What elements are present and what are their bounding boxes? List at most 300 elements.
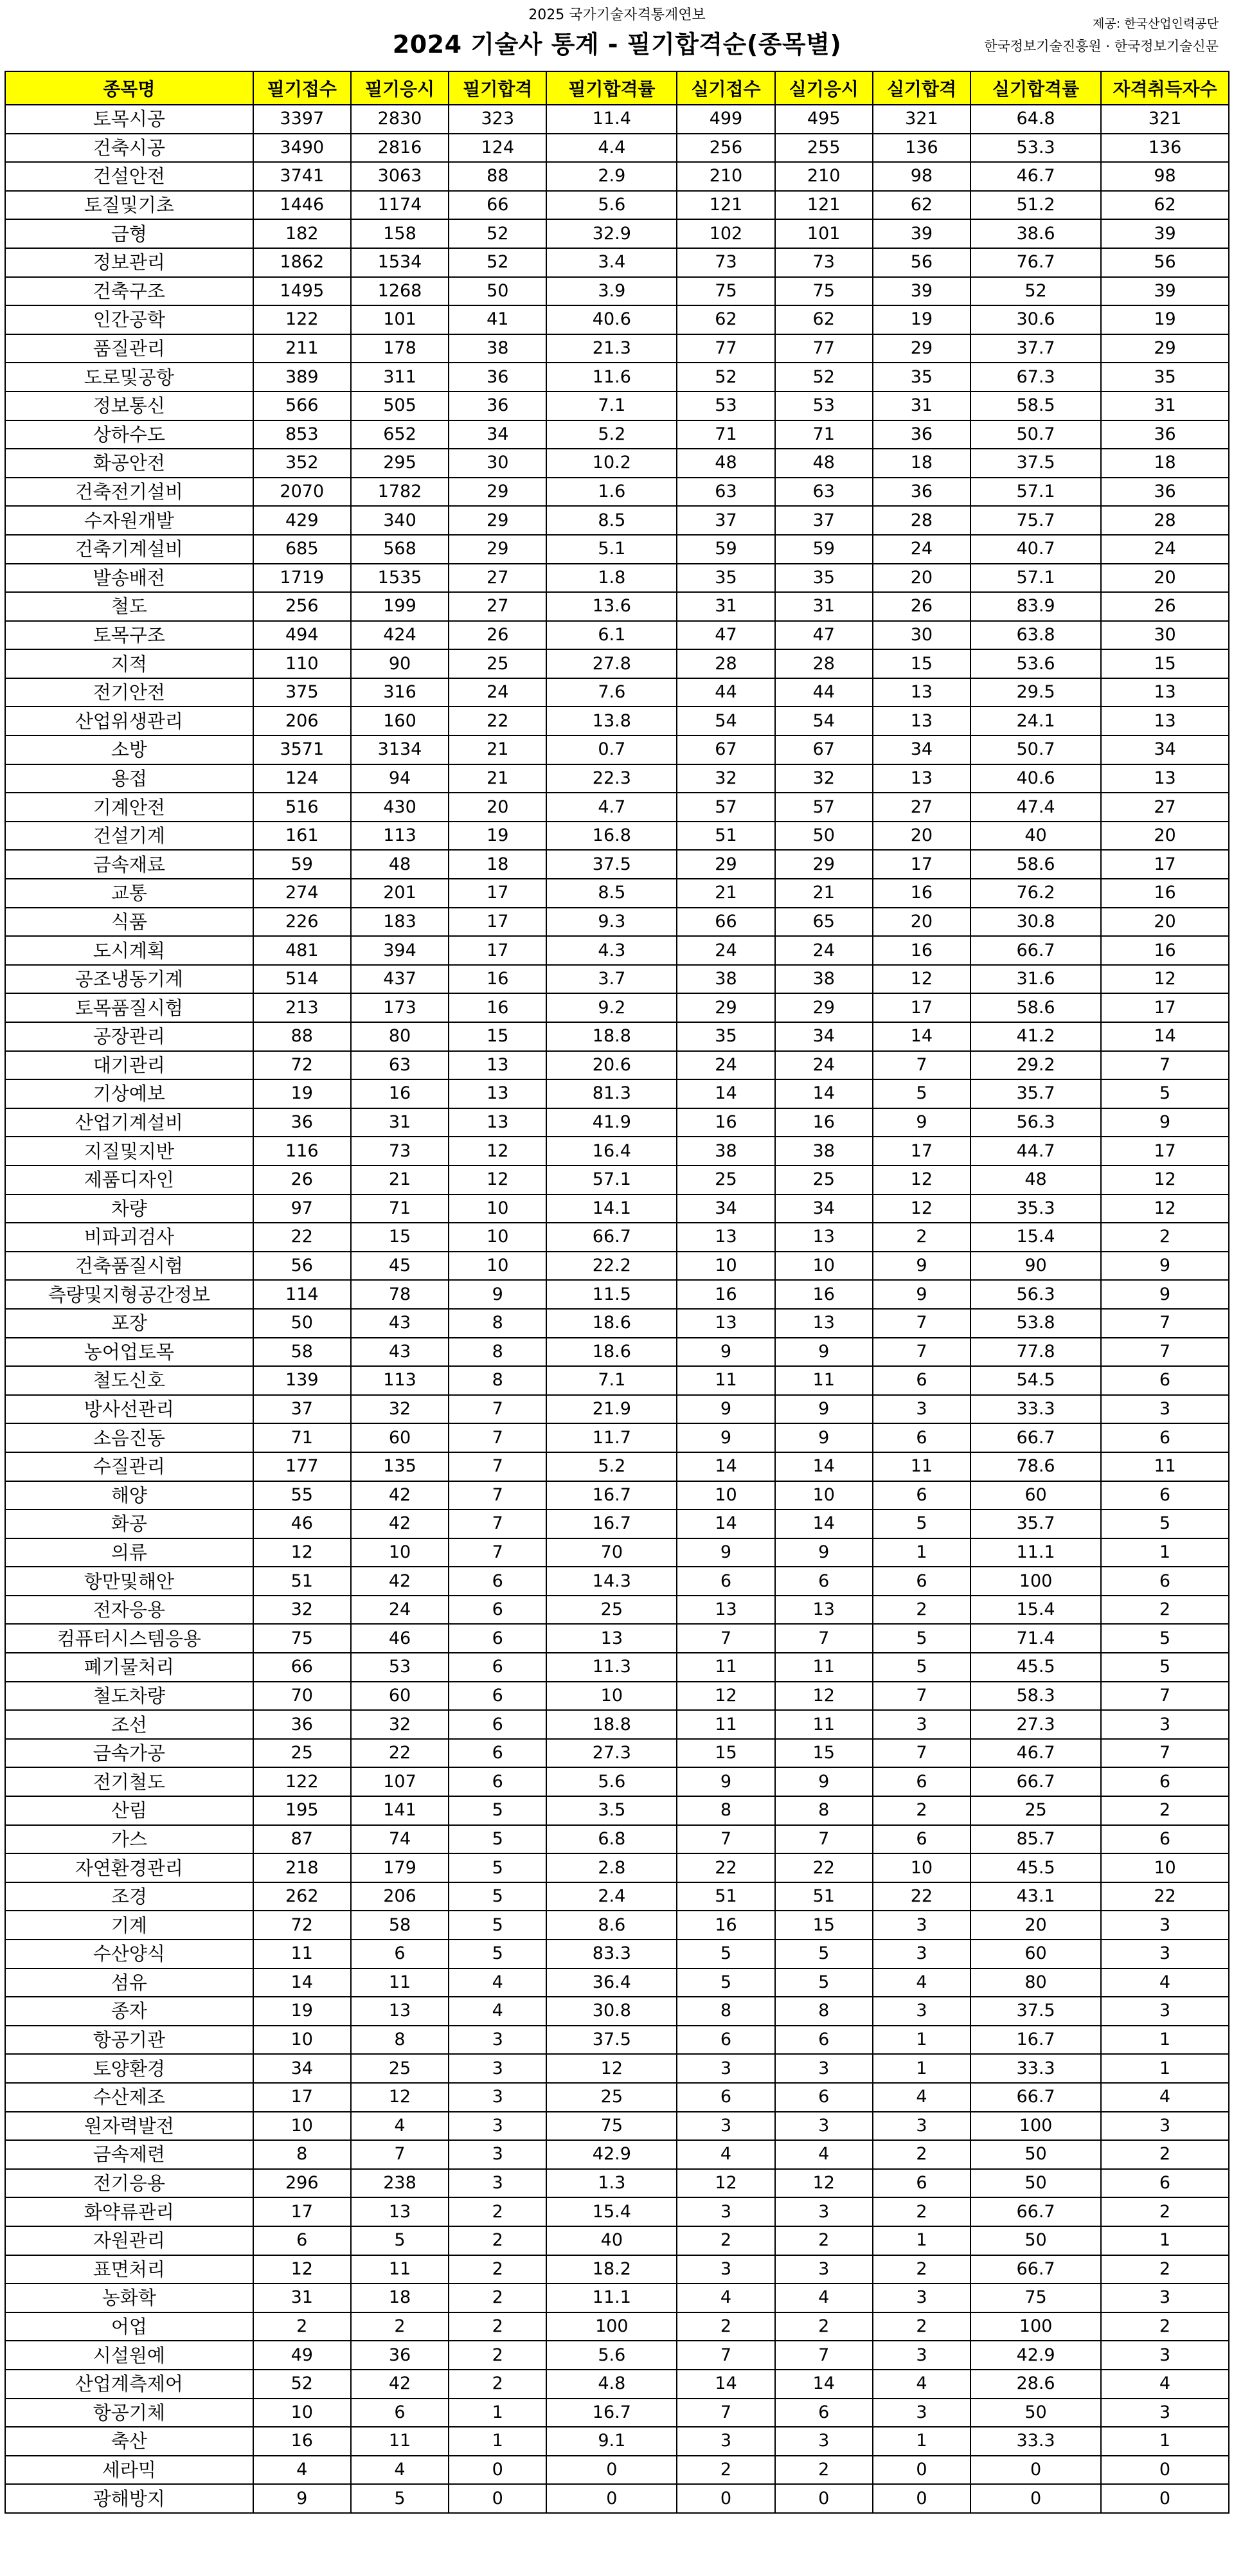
table-cell: 114: [253, 1280, 351, 1309]
table-cell: 218: [253, 1853, 351, 1882]
table-cell: 47: [775, 621, 873, 650]
table-row: [5, 1682, 1229, 1711]
table-cell: 3: [449, 2169, 546, 2198]
table-cell: 42: [351, 2370, 449, 2399]
category-name-cell: 정보관리: [5, 248, 253, 277]
table-cell: 83.3: [546, 1940, 677, 1968]
table-cell: 5: [351, 2226, 449, 2255]
table-cell: 7.1: [546, 392, 677, 420]
table-cell: 32: [253, 1596, 351, 1625]
table-row: [5, 1624, 1229, 1653]
table-cell: 66.7: [970, 2255, 1101, 2284]
table-row: [5, 1739, 1229, 1768]
category-name-cell: 포장: [5, 1309, 253, 1338]
table-cell: 13: [873, 678, 970, 707]
table-cell: 25: [546, 1596, 677, 1625]
table-cell: 3: [1101, 1911, 1229, 1940]
report-header: [0, 0, 1234, 71]
table-cell: 58: [351, 1911, 449, 1940]
table-cell: 6: [873, 1825, 970, 1854]
table-cell: 88: [449, 162, 546, 191]
table-cell: 18.8: [546, 1022, 677, 1051]
table-cell: 102: [677, 219, 774, 248]
table-cell: 10: [677, 1481, 774, 1510]
table-cell: 6: [1101, 1825, 1229, 1854]
table-cell: 3: [873, 1710, 970, 1739]
table-cell: 25: [775, 1166, 873, 1194]
table-cell: 13: [546, 1624, 677, 1653]
report-title: 2024 기술사 통계 - 필기합격순(종목별): [392, 30, 842, 59]
table-cell: 14: [775, 1079, 873, 1108]
table-row: [5, 1051, 1229, 1080]
table-cell: 3.9: [546, 277, 677, 306]
table-cell: 11: [351, 1968, 449, 1997]
table-cell: 6: [449, 1653, 546, 1682]
table-cell: 6: [775, 2083, 873, 2112]
table-cell: 9: [677, 1767, 774, 1796]
table-cell: 566: [253, 392, 351, 420]
table-cell: 22: [1101, 1882, 1229, 1911]
table-cell: 24: [775, 1051, 873, 1080]
table-cell: 7: [873, 1739, 970, 1768]
table-cell: 100: [546, 2312, 677, 2341]
table-cell: 66: [449, 191, 546, 220]
table-cell: 74: [351, 1825, 449, 1854]
table-cell: 39: [1101, 277, 1229, 306]
table-cell: 42: [351, 1509, 449, 1538]
table-cell: 32: [677, 764, 774, 793]
table-cell: 3: [1101, 2283, 1229, 2312]
category-name-cell: 소방: [5, 735, 253, 764]
table-cell: 2: [873, 2140, 970, 2169]
table-cell: 8: [449, 1309, 546, 1338]
table-cell: 178: [351, 334, 449, 363]
table-row: [5, 879, 1229, 908]
table-cell: 2: [449, 2283, 546, 2312]
table-row: [5, 2255, 1229, 2284]
table-cell: 16.7: [546, 1509, 677, 1538]
table-cell: 0: [449, 2484, 546, 2513]
table-cell: 6: [1101, 1366, 1229, 1395]
table-cell: 25: [677, 1166, 774, 1194]
table-cell: 11: [775, 1653, 873, 1682]
table-cell: 3: [1101, 2399, 1229, 2427]
category-name-cell: 농어업토목: [5, 1338, 253, 1367]
table-cell: 210: [775, 162, 873, 191]
table-cell: 321: [1101, 105, 1229, 134]
table-cell: 29: [1101, 334, 1229, 363]
table-cell: 2816: [351, 134, 449, 163]
table-cell: 60: [351, 1682, 449, 1711]
table-cell: 12: [873, 1194, 970, 1223]
table-cell: 375: [253, 678, 351, 707]
table-cell: 3: [775, 2112, 873, 2141]
table-cell: 51: [677, 822, 774, 851]
table-cell: 19: [253, 1997, 351, 2026]
table-cell: 21: [449, 764, 546, 793]
table-cell: 58.3: [970, 1682, 1101, 1711]
table-cell: 72: [253, 1051, 351, 1080]
table-cell: 41: [449, 305, 546, 334]
table-cell: 10: [253, 2112, 351, 2141]
table-cell: 77.8: [970, 1338, 1101, 1367]
table-row: [5, 1194, 1229, 1223]
table-cell: 201: [351, 879, 449, 908]
table-cell: 0: [1101, 2484, 1229, 2513]
category-name-cell: 도시계획: [5, 936, 253, 965]
category-name-cell: 기계안전: [5, 793, 253, 822]
table-cell: 14.1: [546, 1194, 677, 1223]
category-name-cell: 토목품질시험: [5, 993, 253, 1022]
table-cell: 2: [1101, 2312, 1229, 2341]
table-cell: 5: [1101, 1079, 1229, 1108]
table-cell: 31.6: [970, 965, 1101, 994]
table-cell: 12: [873, 1166, 970, 1194]
table-cell: 78: [351, 1280, 449, 1309]
table-cell: 37.7: [970, 334, 1101, 363]
table-row: [5, 191, 1229, 220]
table-cell: 57.1: [970, 564, 1101, 593]
table-cell: 18.2: [546, 2255, 677, 2284]
table-cell: 12: [1101, 965, 1229, 994]
table-cell: 16.7: [546, 1481, 677, 1510]
table-cell: 8: [677, 1997, 774, 2026]
table-cell: 10: [546, 1682, 677, 1711]
table-cell: 2: [873, 2197, 970, 2226]
table-cell: 8: [351, 2026, 449, 2055]
table-row: [5, 248, 1229, 277]
table-cell: 66.7: [970, 1423, 1101, 1452]
table-cell: 13: [449, 1079, 546, 1108]
table-cell: 29: [449, 535, 546, 564]
table-row: [5, 420, 1229, 449]
table-cell: 17: [873, 1137, 970, 1166]
table-cell: 62: [677, 305, 774, 334]
table-cell: 13.6: [546, 592, 677, 621]
category-name-cell: 금형: [5, 219, 253, 248]
table-cell: 59: [775, 535, 873, 564]
table-cell: 14: [775, 1452, 873, 1481]
table-cell: 33.3: [970, 2054, 1101, 2083]
table-row: [5, 105, 1229, 134]
table-cell: 122: [253, 305, 351, 334]
table-cell: 1: [873, 2026, 970, 2055]
table-cell: 1: [873, 2427, 970, 2456]
table-cell: 41.9: [546, 1108, 677, 1137]
category-name-cell: 수질관리: [5, 1452, 253, 1481]
table-cell: 12: [775, 2169, 873, 2198]
table-cell: 124: [253, 764, 351, 793]
table-cell: 24: [351, 1596, 449, 1625]
table-cell: 75: [677, 277, 774, 306]
table-cell: 1: [1101, 2226, 1229, 2255]
table-cell: 98: [873, 162, 970, 191]
table-cell: 30.6: [970, 305, 1101, 334]
category-name-cell: 전기안전: [5, 678, 253, 707]
table-cell: 3: [677, 2255, 774, 2284]
table-cell: 77: [677, 334, 774, 363]
table-cell: 853: [253, 420, 351, 449]
table-cell: 3741: [253, 162, 351, 191]
table-cell: 1: [449, 2399, 546, 2427]
table-row: [5, 219, 1229, 248]
table-cell: 7: [351, 2140, 449, 2169]
table-cell: 389: [253, 363, 351, 392]
table-cell: 124: [449, 134, 546, 163]
table-row: [5, 506, 1229, 535]
table-cell: 15.4: [546, 2197, 677, 2226]
table-cell: 73: [351, 1137, 449, 1166]
table-cell: 50.7: [970, 735, 1101, 764]
table-cell: 55: [253, 1481, 351, 1510]
table-cell: 101: [775, 219, 873, 248]
category-name-cell: 광해방지: [5, 2484, 253, 2513]
table-cell: 78.6: [970, 1452, 1101, 1481]
table-cell: 7: [449, 1509, 546, 1538]
column-header: 종목명: [5, 71, 253, 105]
category-name-cell: 화약류관리: [5, 2197, 253, 2226]
table-cell: 8.6: [546, 1911, 677, 1940]
table-cell: 3397: [253, 105, 351, 134]
category-name-cell: 항만및해안: [5, 1567, 253, 1596]
table-cell: 70: [546, 1538, 677, 1567]
category-name-cell: 교통: [5, 879, 253, 908]
table-cell: 340: [351, 506, 449, 535]
table-cell: 71.4: [970, 1624, 1101, 1653]
table-cell: 30: [1101, 621, 1229, 650]
table-cell: 81.3: [546, 1079, 677, 1108]
category-name-cell: 토질및기초: [5, 191, 253, 220]
table-cell: 48: [677, 449, 774, 478]
table-cell: 7: [677, 1624, 774, 1653]
table-cell: 2: [449, 2226, 546, 2255]
table-cell: 195: [253, 1796, 351, 1825]
category-name-cell: 지질및지반: [5, 1137, 253, 1166]
table-cell: 94: [351, 764, 449, 793]
table-cell: 39: [1101, 219, 1229, 248]
table-cell: 13: [677, 1596, 774, 1625]
table-cell: 37: [677, 506, 774, 535]
table-cell: 38: [775, 965, 873, 994]
table-row: [5, 392, 1229, 420]
table-cell: 29: [677, 850, 774, 879]
table-cell: 13: [677, 1223, 774, 1252]
category-name-cell: 폐기물처리: [5, 1653, 253, 1682]
table-cell: 13: [449, 1108, 546, 1137]
table-cell: 3: [1101, 2112, 1229, 2141]
table-cell: 32: [351, 1710, 449, 1739]
table-cell: 121: [775, 191, 873, 220]
table-row: [5, 649, 1229, 678]
table-cell: 34: [775, 1194, 873, 1223]
table-cell: 4.3: [546, 936, 677, 965]
table-cell: 4: [1101, 2083, 1229, 2112]
table-cell: 25: [970, 1796, 1101, 1825]
table-cell: 24.1: [970, 707, 1101, 735]
table-cell: 514: [253, 965, 351, 994]
category-name-cell: 용접: [5, 764, 253, 793]
table-cell: 52: [449, 248, 546, 277]
table-cell: 394: [351, 936, 449, 965]
table-cell: 3: [1101, 1395, 1229, 1424]
table-cell: 50: [970, 2226, 1101, 2255]
table-cell: 15: [449, 1022, 546, 1051]
table-cell: 7: [449, 1481, 546, 1510]
table-cell: 2: [1101, 2255, 1229, 2284]
table-cell: 28: [873, 506, 970, 535]
table-row: [5, 822, 1229, 851]
table-cell: 62: [775, 305, 873, 334]
table-cell: 16: [449, 993, 546, 1022]
category-name-cell: 비파괴검사: [5, 1223, 253, 1252]
table-cell: 25: [253, 1739, 351, 1768]
table-cell: 7: [677, 1825, 774, 1854]
table-cell: 51: [775, 1882, 873, 1911]
category-name-cell: 세라믹: [5, 2456, 253, 2485]
table-row: [5, 1366, 1229, 1395]
table-cell: 16: [449, 965, 546, 994]
table-cell: 46: [253, 1509, 351, 1538]
table-cell: 12: [1101, 1194, 1229, 1223]
category-name-cell: 발송배전: [5, 564, 253, 593]
table-cell: 3: [775, 2197, 873, 2226]
table-cell: 6: [449, 1739, 546, 1768]
table-row: [5, 1853, 1229, 1882]
table-cell: 5: [449, 1796, 546, 1825]
category-name-cell: 산업기계설비: [5, 1108, 253, 1137]
category-name-cell: 철도차량: [5, 1682, 253, 1711]
table-cell: 6: [873, 1423, 970, 1452]
category-name-cell: 철도신호: [5, 1366, 253, 1395]
table-cell: 481: [253, 936, 351, 965]
table-cell: 20: [970, 1911, 1101, 1940]
table-row: [5, 2083, 1229, 2112]
table-cell: 7: [873, 1338, 970, 1367]
table-cell: 36: [253, 1710, 351, 1739]
table-cell: 6: [449, 1710, 546, 1739]
table-cell: 5: [449, 1911, 546, 1940]
table-cell: 37.5: [546, 2026, 677, 2055]
table-cell: 3: [873, 2399, 970, 2427]
table-cell: 13: [351, 2197, 449, 2226]
table-cell: 6.8: [546, 1825, 677, 1854]
table-cell: 12: [546, 2054, 677, 2083]
table-cell: 70: [253, 1682, 351, 1711]
table-cell: 14: [677, 2370, 774, 2399]
table-cell: 7: [873, 1682, 970, 1711]
table-cell: 71: [775, 420, 873, 449]
table-cell: 107: [351, 1767, 449, 1796]
table-row: [5, 1338, 1229, 1367]
table-cell: 48: [775, 449, 873, 478]
category-name-cell: 토양환경: [5, 2054, 253, 2083]
table-cell: 49: [253, 2341, 351, 2370]
table-cell: 2: [873, 1596, 970, 1625]
table-cell: 20: [1101, 908, 1229, 937]
table-cell: 210: [677, 162, 774, 191]
table-cell: 76.2: [970, 879, 1101, 908]
table-cell: 6: [449, 1567, 546, 1596]
table-row: [5, 2283, 1229, 2312]
table-cell: 35.7: [970, 1079, 1101, 1108]
table-cell: 10.2: [546, 449, 677, 478]
table-cell: 5.2: [546, 1452, 677, 1481]
table-cell: 52: [253, 2370, 351, 2399]
table-cell: 38.6: [970, 219, 1101, 248]
table-cell: 121: [677, 191, 774, 220]
table-cell: 83.9: [970, 592, 1101, 621]
table-cell: 16: [677, 1108, 774, 1137]
table-cell: 46.7: [970, 1739, 1101, 1768]
table-cell: 2: [449, 2312, 546, 2341]
table-row: [5, 2312, 1229, 2341]
table-row: [5, 793, 1229, 822]
table-cell: 25: [449, 649, 546, 678]
table-row: [5, 1940, 1229, 1968]
table-cell: 16: [677, 1911, 774, 1940]
table-cell: 3.5: [546, 1796, 677, 1825]
table-cell: 18: [873, 449, 970, 478]
table-cell: 13: [775, 1223, 873, 1252]
table-row: [5, 2197, 1229, 2226]
table-cell: 40.7: [970, 535, 1101, 564]
table-cell: 13: [677, 1309, 774, 1338]
table-cell: 3: [873, 2341, 970, 2370]
category-name-cell: 수산양식: [5, 1940, 253, 1968]
table-cell: 2: [449, 2341, 546, 2370]
table-cell: 73: [677, 248, 774, 277]
table-cell: 16: [873, 879, 970, 908]
table-cell: 160: [351, 707, 449, 735]
table-cell: 7: [1101, 1338, 1229, 1367]
table-cell: 3: [449, 2026, 546, 2055]
table-cell: 141: [351, 1796, 449, 1825]
table-cell: 66: [677, 908, 774, 937]
table-cell: 5: [449, 1825, 546, 1854]
table-cell: 5.6: [546, 191, 677, 220]
table-cell: 505: [351, 392, 449, 420]
table-cell: 22: [775, 1853, 873, 1882]
table-row: [5, 707, 1229, 735]
table-cell: 21: [775, 879, 873, 908]
table-cell: 1: [449, 2427, 546, 2456]
table-cell: 47: [677, 621, 774, 650]
table-cell: 22: [873, 1882, 970, 1911]
category-name-cell: 품질관리: [5, 334, 253, 363]
table-cell: 46.7: [970, 162, 1101, 191]
category-name-cell: 해양: [5, 1481, 253, 1510]
table-cell: 2: [775, 2226, 873, 2255]
table-cell: 100: [970, 2112, 1101, 2141]
table-cell: 9: [775, 1767, 873, 1796]
table-cell: 9: [677, 1538, 774, 1567]
category-name-cell: 방사선관리: [5, 1395, 253, 1424]
table-cell: 3: [1101, 1710, 1229, 1739]
table-cell: 11.7: [546, 1423, 677, 1452]
table-cell: 2: [449, 2255, 546, 2284]
table-cell: 62: [873, 191, 970, 220]
table-cell: 11.6: [546, 363, 677, 392]
table-cell: 29: [449, 506, 546, 535]
table-cell: 38: [775, 1137, 873, 1166]
table-cell: 60: [351, 1423, 449, 1452]
table-cell: 20: [873, 908, 970, 937]
table-cell: 4.4: [546, 134, 677, 163]
table-row: [5, 2054, 1229, 2083]
table-cell: 10: [873, 1853, 970, 1882]
table-cell: 1535: [351, 564, 449, 593]
table-cell: 60: [970, 1481, 1101, 1510]
